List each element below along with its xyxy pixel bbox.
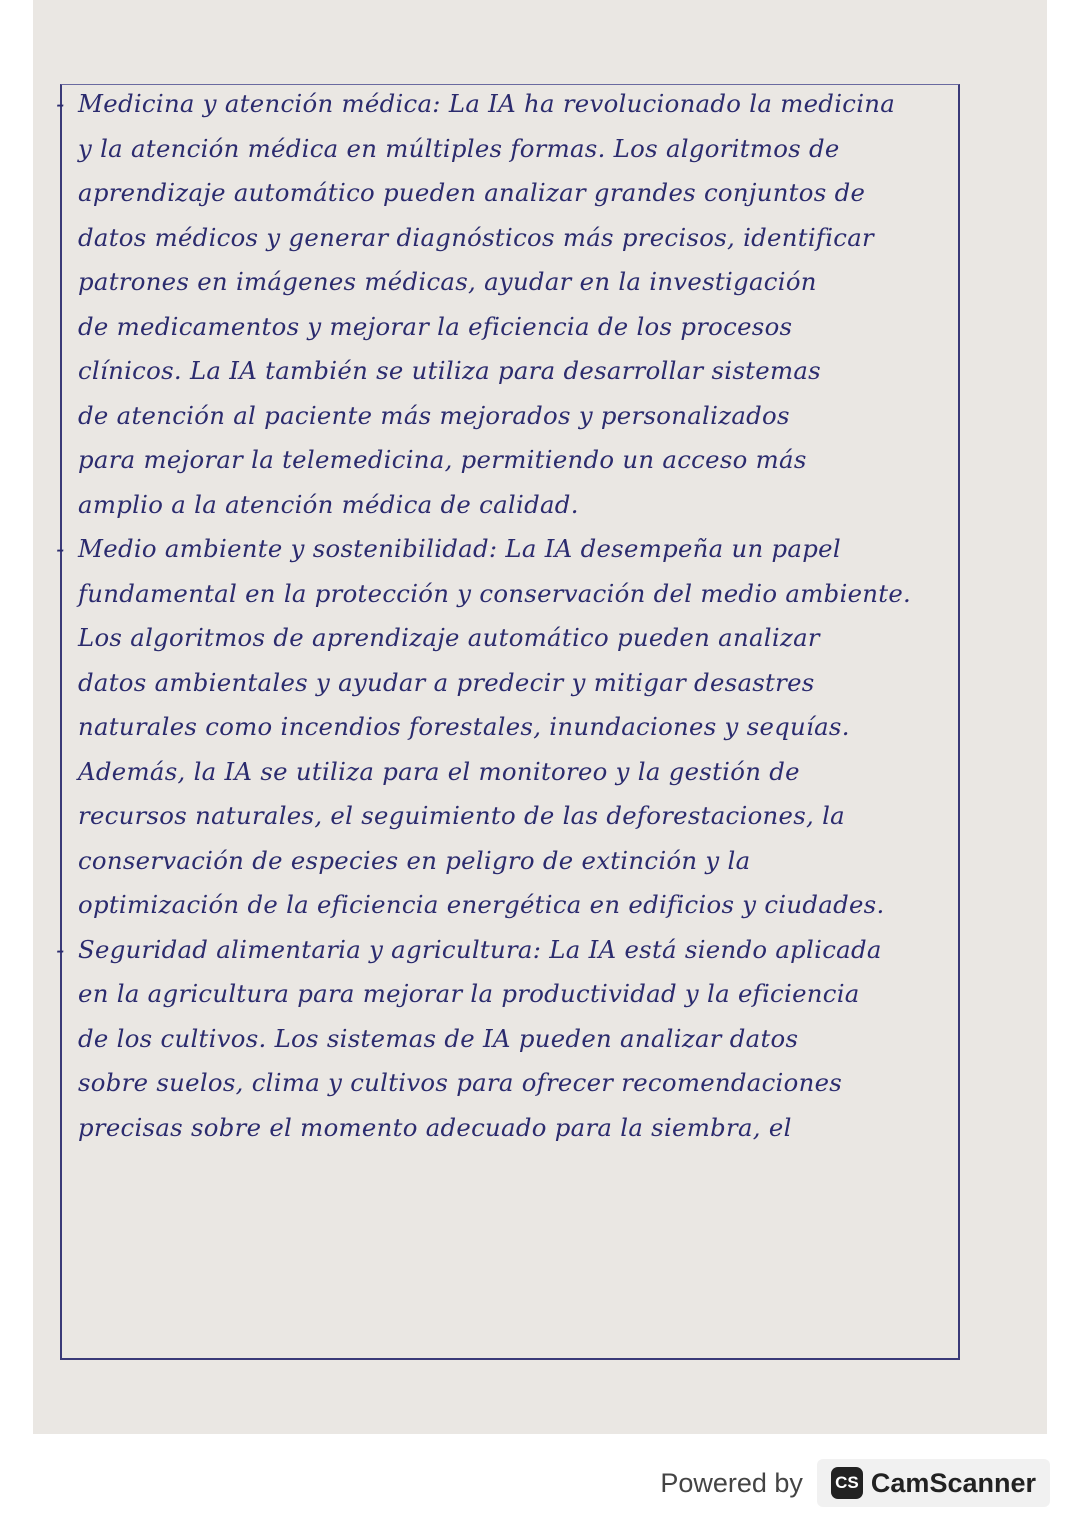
text-line: y la atención médica en múltiples formas. Los algoritmos de (78, 133, 840, 163)
text-line: en la agricultura para mejorar la productividad y la eficiencia (78, 979, 860, 1008)
bullet-dash: - (56, 89, 65, 118)
text-line: Los algoritmos de aprendizaje automático pueden analizar (78, 623, 820, 652)
text-line: fundamental en la protección y conservación del medio ambiente. (78, 578, 912, 608)
text-line: sobre suelos, clima y cultivos para ofrecer recomendaciones (78, 1068, 843, 1097)
text-line: recursos naturales, el seguimiento de las deforestaciones, la (78, 801, 846, 830)
text-line: Medio ambiente y sostenibilidad: La IA desempeña un papel (78, 534, 841, 563)
text-line: datos ambientales y ayudar a predecir y mitigar desastres (78, 667, 815, 697)
text-line: aprendizaje automático pueden analizar grandes conjuntos de (78, 178, 866, 207)
text-line: patrones en imágenes médicas, ayudar en la investigación (78, 267, 817, 296)
camscanner-logo-icon: CS (831, 1467, 863, 1499)
text-line: Seguridad alimentaria y agricultura: La IA está siendo aplicada (78, 934, 882, 964)
text-line: de los cultivos. Los sistemas de IA pueden analizar datos (78, 1023, 799, 1053)
text-line: datos médicos y generar diagnósticos más precisos, identificar (78, 222, 875, 252)
text-line: naturales como incendios forestales, inundaciones y sequías. (78, 712, 850, 741)
text-line: conservación de especies en peligro de extinción y la (78, 845, 751, 875)
camscanner-brand: CamScanner (870, 1467, 1036, 1498)
text-line: optimización de la eficiencia energética en edificios y ciudades. (78, 890, 885, 919)
text-line: clínicos. La IA también se utiliza para desarrollar sistemas (78, 356, 821, 385)
bullet-dash: - (56, 934, 65, 964)
bullet-dash: - (56, 534, 65, 563)
handwritten-text (56, 82, 953, 1150)
scanner-watermark (660, 1455, 1050, 1511)
powered-by-label: Powered by (660, 1467, 803, 1498)
text-line: de atención al paciente más mejorados y personalizados (78, 400, 790, 430)
text-line: Medicina y atención médica: La IA ha revolucionado la medicina (78, 89, 896, 118)
text-line: para mejorar la telemedicina, permitiendo un acceso más (78, 445, 807, 474)
camscanner-badge (817, 1459, 1050, 1507)
text-line: Además, la IA se utiliza para el monitoreo y la gestión de (78, 756, 800, 786)
text-line: precisas sobre el momento adecuado para la siembra, el (78, 1112, 792, 1142)
text-line: amplio a la atención médica de calidad. (78, 489, 579, 519)
text-line: de medicamentos y mejorar la eficiencia de los procesos (78, 311, 793, 341)
